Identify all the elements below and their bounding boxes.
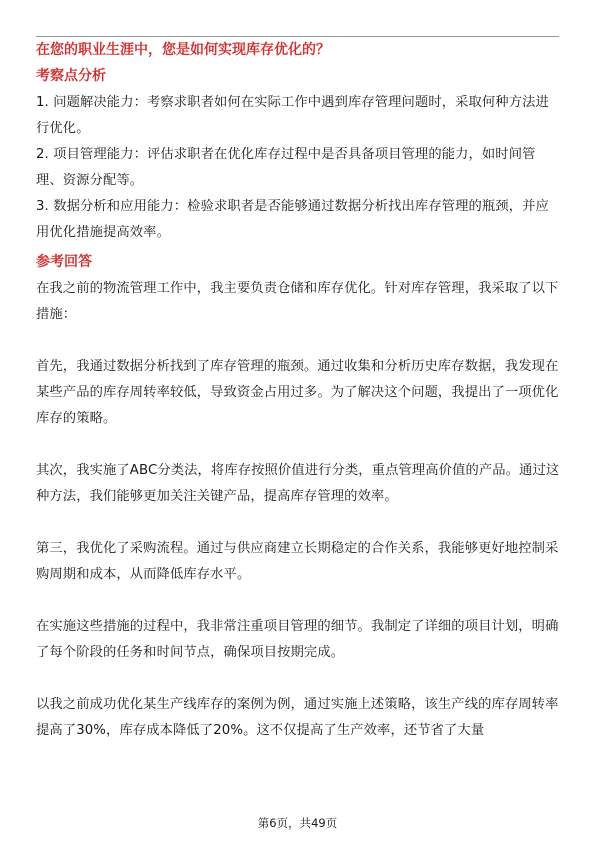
answer-paragraph-6: 以我之前成功优化某生产线库存的案例为例，通过实施上述策略，该生产线的库存周转率提高了30%，库存成本降低了20%。这不仅提高了生产效率，还节省了大量 <box>36 697 559 738</box>
analysis-item-1: 1. 问题解决能力：考察求职者如何在实际工作中遇到库存管理问题时，采取何种方法进行优化。 <box>36 95 549 136</box>
question-title: 在您的职业生涯中，您是如何实现库存优化的？ <box>36 42 330 58</box>
analysis-item-3: 3. 数据分析和应用能力：检验求职者是否能够通过数据分析找出库存管理的瓶颈，并应用优化措施提高效率。 <box>36 199 549 240</box>
analysis-item-2: 2. 项目管理能力：评估求职者在优化库存过程中是否具备项目管理的能力，如时间管理、资源分配等。 <box>36 147 536 188</box>
header-rule <box>36 36 559 37</box>
answer-paragraph-5: 在实施这些措施的过程中，我非常注重项目管理的细节。我制定了详细的项目计划，明确了每个阶段的任务和时间节点，确保项目按期完成。 <box>36 619 559 660</box>
answer-paragraph-1: 在我之前的物流管理工作中，我主要负责仓储和库存优化。针对库存管理，我采取了以下措施： <box>36 281 559 322</box>
paragraph-gap <box>36 328 560 354</box>
paragraph-gap <box>36 666 560 692</box>
paragraph-gap <box>36 588 560 614</box>
paragraph-gap <box>36 432 560 458</box>
page-content <box>36 40 560 744</box>
answer-paragraph-3: 其次，我实施了ABC分类法，将库存按照价值进行分类，重点管理高价值的产品。通过这种方法，我们能够更加关注关键产品，提高库存管理的效率。 <box>36 463 560 504</box>
analysis-heading: 考察点分析 <box>36 68 106 84</box>
answer-paragraph-2: 首先，我通过数据分析找到了库存管理的瓶颈。通过收集和分析历史库存数据，我发现在某些产品的库存周转率较低，导致资金占用过多。为了解决这个问题，我提出了一项优化库存的策略。 <box>36 359 559 426</box>
paragraph-gap <box>36 510 560 536</box>
answer-heading: 参考回答 <box>36 254 92 270</box>
page-number: 第6页，共49页 <box>257 816 338 830</box>
answer-paragraph-4: 第三，我优化了采购流程。通过与供应商建立长期稳定的合作关系，我能够更好地控制采购周期和成本，从而降低库存水平。 <box>36 541 559 582</box>
